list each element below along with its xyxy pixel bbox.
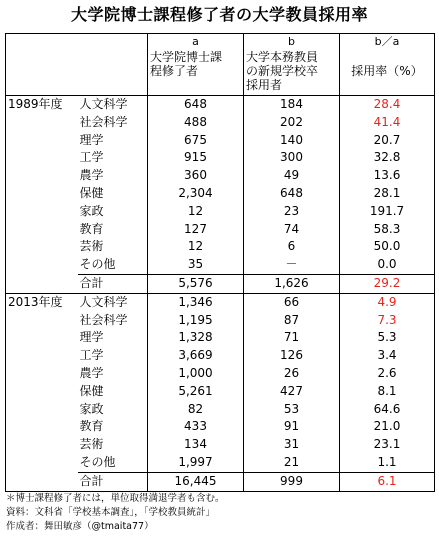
value-a: 2,304 [148,185,244,203]
value-b: 648 [244,185,340,203]
total-rate: 6.1 [340,472,435,491]
rate-value: 4.9 [340,293,435,311]
field-name: 家政 [79,401,104,416]
table-row [6,96,435,114]
value-b: 300 [244,149,340,167]
footnote-line: 資料：文科省「学校基本調査」，「学校教員統計」 [6,507,216,518]
header-col-a-line: 程修了者 [150,64,199,78]
rate-value: 7.3 [340,312,435,330]
header-col-b-line: の新規学校卒 [246,64,319,78]
field-name: 社会科学 [79,312,128,327]
field-name: 理学 [79,132,104,147]
value-b: 31 [244,436,340,454]
value-a: 360 [148,167,244,185]
field-name: 保健 [79,383,104,398]
header-col-b-line: 採用者 [246,78,283,92]
value-b: 49 [244,167,340,185]
value-b: 87 [244,312,340,330]
value-a: 675 [148,132,244,150]
field-name: 工学 [79,348,104,363]
value-a: 1,997 [148,454,244,472]
value-a: 5,261 [148,383,244,401]
rate-value: 0.0 [340,256,435,274]
table-header-row [6,34,435,96]
value-a: 488 [148,114,244,132]
field-name: 芸術 [79,239,104,254]
rate-value: 20.7 [340,132,435,150]
value-a: 915 [148,149,244,167]
rate-value: 32.8 [340,149,435,167]
total-rate: 29.2 [340,274,435,293]
rate-value: 2.6 [340,365,435,383]
year-label: 1989年度 [6,96,78,294]
value-b: 184 [244,96,340,114]
value-b: 74 [244,221,340,239]
total-value-a: 5,576 [148,274,244,293]
header-col-rate [340,34,435,96]
value-a: 35 [148,256,244,274]
rate-value: 58.3 [340,221,435,239]
total-value-a: 16,445 [148,472,244,491]
header-col-rate-letter: b／a [374,35,400,48]
total-value-b: 999 [244,472,340,491]
value-b: 91 [244,418,340,436]
data-table [5,33,435,492]
value-a: 1,346 [148,293,244,311]
rate-value: 41.4 [340,114,435,132]
header-blank-cell [6,34,148,96]
value-a: 127 [148,221,244,239]
field-name: 社会科学 [79,114,128,129]
value-a: 648 [148,96,244,114]
field-name: 農学 [79,168,104,183]
value-b: 23 [244,203,340,221]
rate-value: 28.1 [340,185,435,203]
value-b: － [244,256,340,274]
header-col-b-letter: b [288,35,295,48]
value-b: 26 [244,365,340,383]
rate-value: 64.6 [340,401,435,419]
value-b: 202 [244,114,340,132]
value-a: 1,195 [148,312,244,330]
value-b: 53 [244,401,340,419]
value-b: 140 [244,132,340,150]
header-col-a-letter: a [192,35,199,48]
rate-value: 191.7 [340,203,435,221]
value-b: 66 [244,293,340,311]
rate-value: 5.3 [340,329,435,347]
table-row [6,293,435,311]
footnote-line: ＊博士課程修了者には，単位取得満退学者も含む。 [6,493,225,504]
rate-value: 3.4 [340,347,435,365]
field-name: 工学 [79,150,104,165]
value-a: 433 [148,418,244,436]
value-b: 21 [244,454,340,472]
rate-value: 8.1 [340,383,435,401]
header-col-a [148,34,244,96]
field-name: 教育 [79,221,104,236]
value-a: 3,669 [148,347,244,365]
value-a: 1,000 [148,365,244,383]
total-value-b: 1,626 [244,274,340,293]
value-a: 12 [148,203,244,221]
value-a: 82 [148,401,244,419]
page-title: 大学院博士課程修了者の大学教員採用率 [70,5,368,24]
field-name: 芸術 [79,437,104,452]
year-label: 2013年度 [8,294,63,309]
rate-value: 1.1 [340,454,435,472]
value-b: 71 [244,329,340,347]
field-name: 教育 [79,419,104,434]
total-label: 合計 [78,472,148,491]
field-name: 農学 [79,365,104,380]
field-name: 保健 [79,185,104,200]
footnote-line: 作成者：舞田敏彦（@tmaita77） [6,521,154,532]
header-col-rate-label: 採用率（%） [351,64,423,78]
field-name: 家政 [79,203,104,218]
value-b: 6 [244,238,340,256]
header-col-a-line: 大学院博士課 [150,50,223,64]
value-a: 1,328 [148,329,244,347]
header-col-b-line: 大学本務教員 [246,50,319,64]
value-b: 427 [244,383,340,401]
footnotes [6,492,436,534]
value-b: 126 [244,347,340,365]
field-name: その他 [79,454,116,469]
field-name: 理学 [79,330,104,345]
rate-value: 23.1 [340,436,435,454]
rate-value: 50.0 [340,238,435,256]
field-name: その他 [79,257,116,272]
field-name: 人文科学 [79,97,128,111]
rate-value: 21.0 [340,418,435,436]
header-col-b [244,34,340,96]
rate-value: 13.6 [340,167,435,185]
value-a: 12 [148,238,244,256]
total-label: 合計 [78,274,148,293]
rate-value: 28.4 [340,96,435,114]
value-a: 134 [148,436,244,454]
field-name: 人文科学 [79,294,128,309]
